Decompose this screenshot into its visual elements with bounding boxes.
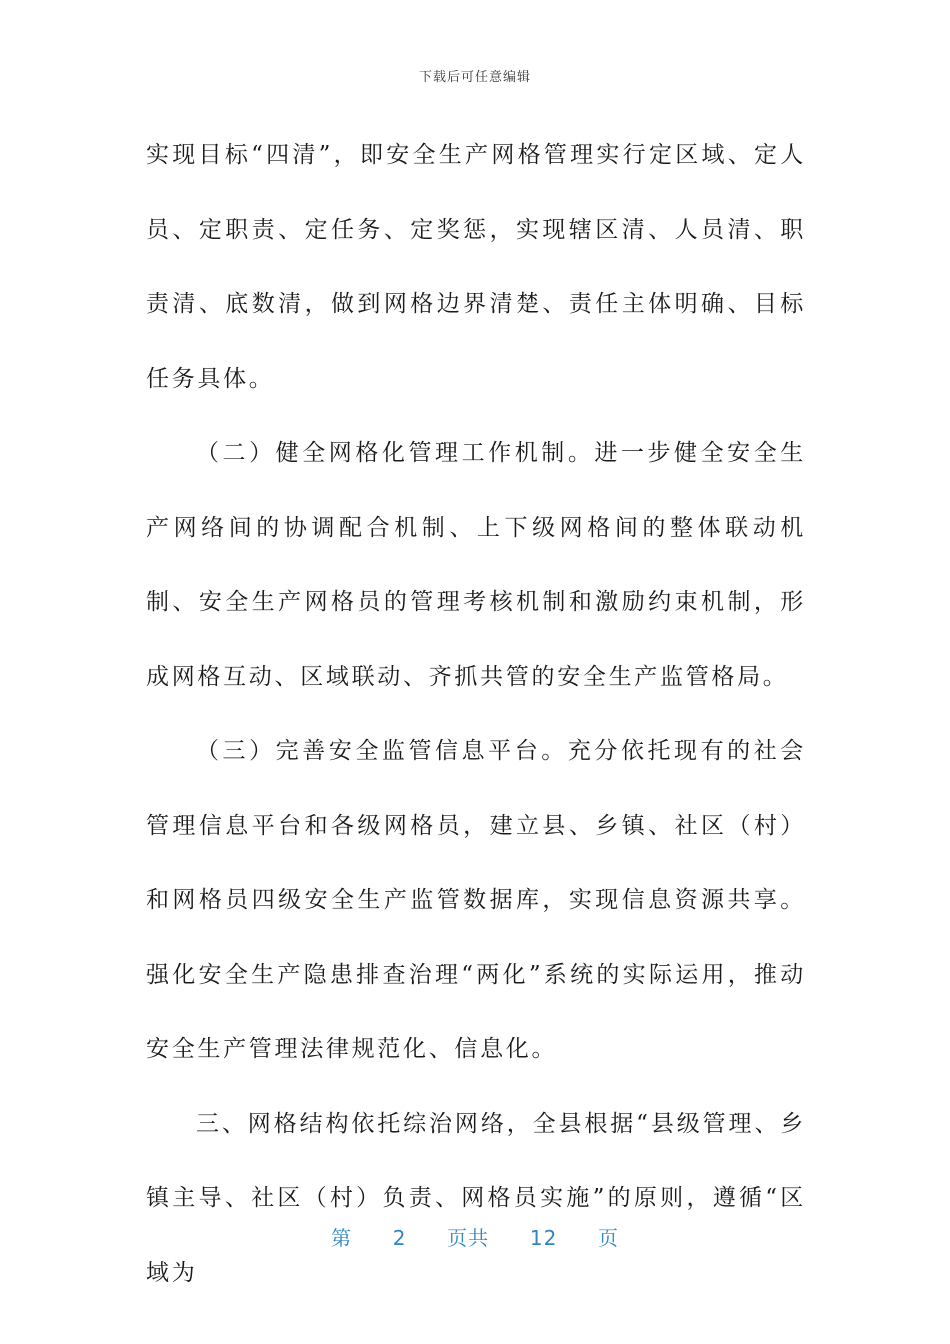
footer-middle: 页共	[447, 1226, 490, 1250]
paragraph-2: （二）健全网格化管理工作机制。进一步健全安全生产网络间的协调配合机制、上下级网格间的整体联动机制、安全生产网格员的管理考核机制和激励约束机制，形成网格互动、区域联动、齐抓共管的安全生产监管格局。	[146, 440, 806, 690]
footer-prefix: 第	[330, 1226, 352, 1250]
header-note: 下载后可任意编辑	[418, 70, 531, 85]
footer-total-pages: 12	[529, 1226, 558, 1250]
document-body	[146, 118, 806, 1310]
page-footer	[0, 1222, 950, 1251]
paragraph-3: （三）完善安全监管信息平台。充分依托现有的社会管理信息平台和各级网格员，建立县、乡镇、社区（村）和网格员四级安全生产监管数据库，实现信息资源共享。强化安全生产隐患排查治理“两化”系统的实际运用，推动安全生产管理法律规范化、信息化。	[146, 738, 806, 1062]
footer-suffix: 页	[598, 1226, 620, 1250]
paragraph-4: 三、网格结构依托综治网络，全县根据“县级管理、乡镇主导、社区（村）负责、网格员实施”的原则，遵循“区域为	[146, 1110, 806, 1286]
footer-current-page: 2	[392, 1226, 407, 1250]
paragraph-1: 实现目标“四清”，即安全生产网格管理实行定区域、定人员、定职责、定任务、定奖惩，实现辖区清、人员清、职责清、底数清，做到网格边界清楚、责任主体明确、目标任务具体。	[146, 142, 806, 392]
